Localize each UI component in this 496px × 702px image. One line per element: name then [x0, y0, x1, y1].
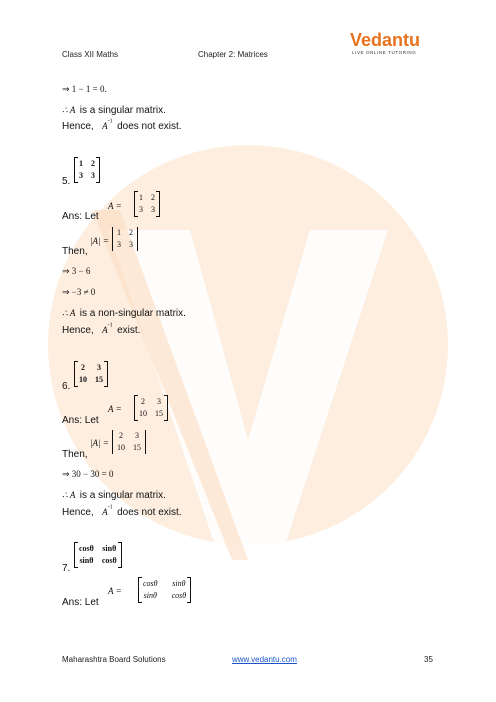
answer-5-matrix — [134, 192, 160, 216]
conclusion-text: is a singular matrix. — [79, 490, 166, 501]
vedantu-logo — [350, 30, 420, 51]
matrix-cell: 2 — [129, 228, 133, 237]
matrix-cell: 15 — [155, 409, 163, 418]
step-line: ⇒ 1 − 1 = 0. — [62, 84, 107, 94]
then-label: Then, — [62, 246, 88, 257]
question-5-matrix — [74, 158, 100, 182]
matrix-cell: 1 — [139, 193, 143, 202]
matrix-cell: cosθ — [79, 544, 94, 553]
matrix-cell: 3 — [97, 363, 101, 372]
inverse-superscript: -1 — [107, 322, 113, 329]
hence-label: Hence, — [62, 121, 94, 132]
header-subject: Class XII Maths — [62, 50, 119, 59]
matrix-cell: 3 — [79, 171, 83, 180]
footer-link[interactable]: www.vedantu.com — [232, 655, 297, 664]
step-line: ⇒ 30 − 30 = 0 — [62, 469, 114, 479]
matrix-cell: cosθ — [171, 591, 187, 600]
matrix-cell: 3 — [117, 240, 121, 249]
conclusion-text: is a singular matrix. — [79, 105, 166, 116]
question-5-number: 5. — [62, 176, 71, 187]
matrix-cell: sinθ — [79, 556, 94, 565]
matrix-a-label: A = — [108, 586, 122, 596]
hence-text: does not exist. — [117, 507, 182, 518]
header-chapter: Chapter 2: Matrices — [198, 50, 268, 59]
determinant-label: |A| = — [90, 438, 109, 448]
matrix-cell: 2 — [91, 159, 95, 168]
matrix-cell: 15 — [95, 375, 103, 384]
step-line: ⇒ −3 ≠ 0 — [62, 287, 96, 297]
matrix-cell: 10 — [139, 409, 147, 418]
matrix-cell: 1 — [79, 159, 83, 168]
hence-line — [62, 502, 182, 520]
math-symbol: ∴ A — [62, 105, 76, 115]
math-symbol: A — [102, 325, 108, 335]
matrix-cell: cosθ — [101, 556, 117, 565]
matrix-a-label: A = — [108, 404, 122, 414]
logo-wordmark: Vedantu — [350, 30, 421, 50]
math-symbol: A — [102, 121, 108, 131]
matrix-a-label: A = — [108, 201, 122, 211]
step-line: ⇒ 3 − 6 — [62, 266, 91, 276]
answer-6-determinant — [112, 430, 146, 454]
math-symbol: ∴ A — [62, 490, 76, 500]
answer-7-label: Ans: Let — [62, 597, 99, 608]
matrix-cell: 2 — [81, 363, 85, 372]
hence-label: Hence, — [62, 507, 94, 518]
matrix-cell: 10 — [79, 375, 87, 384]
answer-5-label: Ans: Let — [62, 211, 99, 222]
determinant-label: |A| = — [90, 236, 109, 246]
question-7-matrix — [74, 543, 122, 567]
matrix-cell: 1 — [117, 228, 121, 237]
matrix-cell: 10 — [117, 443, 125, 452]
math-symbol: ∴ A — [62, 308, 76, 318]
math-symbol: A — [102, 507, 108, 517]
conclusion-line — [62, 303, 186, 321]
matrix-cell: sinθ — [102, 544, 117, 553]
page-number: 35 — [424, 655, 433, 664]
matrix-cell: 3 — [151, 205, 155, 214]
matrix-cell: 3 — [139, 205, 143, 214]
hence-label: Hence, — [62, 325, 94, 336]
hence-line — [62, 320, 140, 338]
question-6-matrix — [74, 362, 108, 386]
inverse-superscript: -1 — [107, 504, 113, 511]
matrix-cell: cosθ — [143, 579, 158, 588]
footer-source: Maharashtra Board Solutions — [62, 655, 166, 664]
inverse-superscript: -1 — [107, 118, 113, 125]
hence-text: exist. — [117, 325, 141, 336]
conclusion-text: is a non-singular matrix. — [79, 308, 186, 319]
matrix-cell: 3 — [91, 171, 95, 180]
hence-text: does not exist. — [117, 121, 182, 132]
matrix-cell: 3 — [157, 397, 161, 406]
matrix-cell: 2 — [151, 193, 155, 202]
question-6-number: 6. — [62, 381, 71, 392]
answer-5-determinant — [112, 227, 138, 251]
matrix-cell: sinθ — [172, 579, 186, 588]
matrix-cell: 2 — [119, 431, 123, 440]
hence-line — [62, 116, 182, 134]
logo-tagline: LIVE ONLINE TUTORING — [352, 50, 417, 55]
question-7-number: 7. — [62, 563, 71, 574]
conclusion-line — [62, 485, 166, 503]
then-label: Then, — [62, 449, 88, 460]
matrix-cell: sinθ — [143, 591, 157, 600]
answer-6-matrix — [134, 396, 168, 420]
matrix-cell: 3 — [135, 431, 139, 440]
matrix-cell: 3 — [129, 240, 133, 249]
answer-6-label: Ans: Let — [62, 415, 99, 426]
answer-7-matrix — [138, 578, 191, 602]
matrix-cell: 15 — [133, 443, 141, 452]
matrix-cell: 2 — [141, 397, 145, 406]
